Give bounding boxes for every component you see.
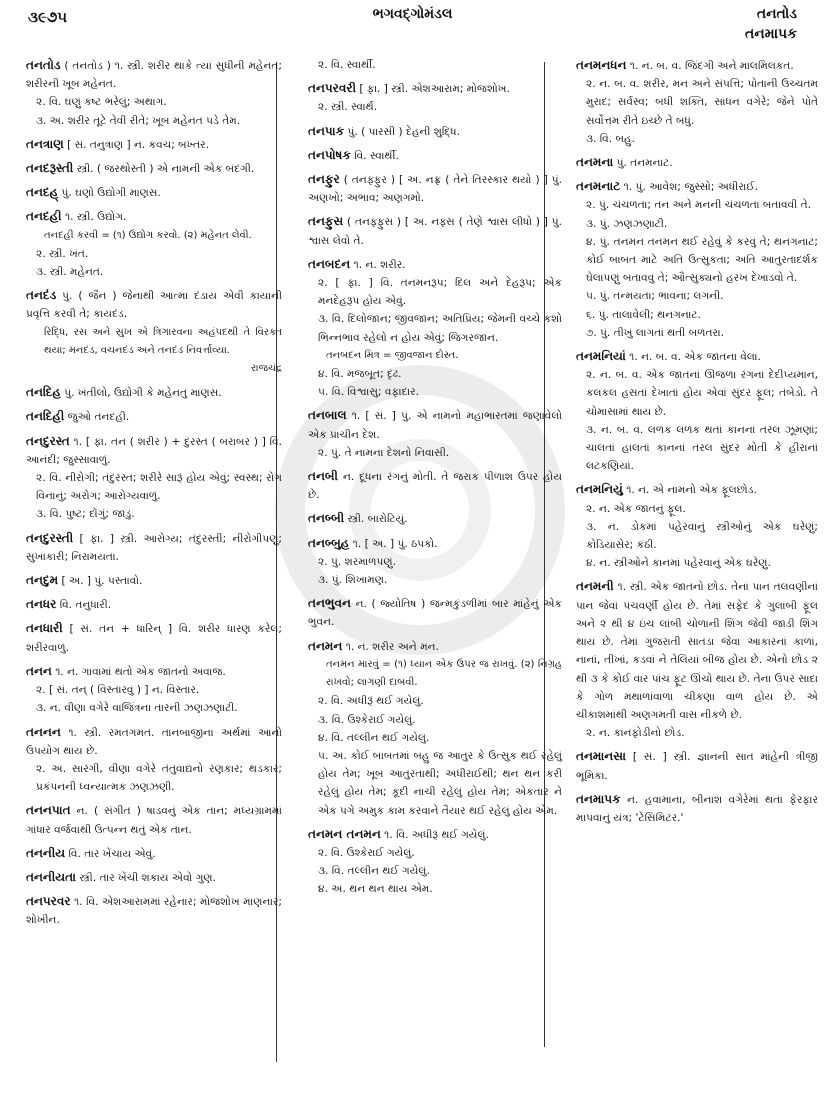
definition-text: ૧. ન. બ. વ. જિંદગી અને માલમિલકત. — [629, 60, 794, 72]
sense: ૩. વિ. પુષ્ટ; દોંગું; જાડું. — [36, 508, 135, 521]
dictionary-entry — [308, 79, 562, 116]
entry-definition — [26, 56, 282, 93]
headword: તનમની — [576, 579, 614, 594]
entry-definition — [308, 534, 562, 553]
definition-text: ૧. પું. આવેશ; જુસ્સો; અધીરાઈ. — [623, 181, 758, 194]
definition-text: [ સં. તનુત્રાણ ] ન. કવચ; બખ્તર. — [67, 138, 209, 151]
dictionary-entry — [576, 153, 818, 172]
dictionary-entry — [26, 135, 282, 154]
dictionary-entry — [308, 637, 562, 820]
definition-text: ૧. ન. શરીર. — [353, 258, 406, 271]
sense: ૩. વિ. તલ્લીન થઈ ગયેલું. — [318, 865, 430, 878]
entry-definition — [26, 723, 282, 760]
entry-definition — [26, 383, 282, 402]
headword: તનનીય — [26, 845, 66, 860]
sense: ૩. વિ. દિલોજાન; જીવજાન; અતિપ્રિય; જેમની વચ્ચે કશો ભિન્નભાવ રહેલો ન હોય એવું; જિગરજાન. — [318, 313, 562, 344]
entry-definition — [26, 868, 282, 887]
dictionary-columns — [26, 56, 819, 1056]
entry-definition — [576, 56, 818, 75]
sense: ૨. પું. શરમાળપણું. — [318, 555, 397, 568]
entry-definition — [308, 79, 562, 98]
headword: તનભુવન — [308, 596, 351, 611]
dictionary-entry — [26, 595, 282, 614]
definition-text: પું. ખંતીલો, ઉદ્યોગી કે મહેનતુ માણસ. — [64, 387, 222, 400]
citation-source: રાજચંદ્ર — [251, 363, 282, 375]
definition-text: ન. દૂધના રંગનું મોતી. તે જરાક પીળાશ ઉપર હોય છે. — [308, 471, 562, 502]
entry-definition — [308, 406, 562, 443]
dictionary-entry — [576, 790, 818, 827]
column-middle — [308, 56, 562, 904]
entry-definition — [576, 347, 818, 366]
sense: ૪. વિ. મજબૂત; દૃઢ. — [318, 368, 402, 381]
sense: ૩. ન. વીણા વગેરે વાજિંત્રના તારની ઝણઝણાટી. — [36, 702, 238, 715]
definition-text: ૧. ન. એ નામનો એક ફૂલછોડ. — [626, 484, 757, 497]
dictionary-entry — [26, 723, 282, 797]
entry-definition — [26, 662, 282, 681]
headword: તનપરવર — [26, 894, 71, 909]
headword: તનપાક — [308, 123, 345, 138]
headword: તનદુરસ્ત — [26, 433, 70, 448]
guide-word-last: તનમાપક — [745, 26, 797, 42]
dictionary-entry — [308, 56, 562, 74]
dictionary-entry — [26, 662, 282, 718]
sense: ૩. વિ. બહુ. — [586, 132, 635, 145]
sense: ૨. પું. ચંચળતા; તન અને મનની ચંચળતા બતાવવી તે. — [586, 199, 812, 212]
sense: ૭. પું. તીખું લાગતાં થતી બળતરા. — [586, 326, 724, 339]
definition-text: [ સં. ] સ્ત્રી. જ્ઞાનની સાત માંહેની ત્રીજી ભૂમિકા. — [576, 751, 818, 782]
definition-text: ન. ( સંગીત ) ષાડવનું એક તાન; મધ્યગ્રામમાં ગાંધાર વર્જવાથી ઉત્પન્ન થતું એક તાન. — [26, 805, 282, 836]
dictionary-entry — [26, 183, 282, 202]
entry-definition — [308, 122, 562, 141]
definition-text: ૧. [ સં. ] પું. એ નામનો મહાભારતમાં જણાવેલો એક પ્રાચીન દેશ. — [308, 410, 562, 441]
definition-text: ૧. [ ફા. તન ( શરીર ) + દુરસ્ત ( બરાબર ) ] વિ. આનંદી; જુસ્સાવાળું. — [26, 435, 282, 466]
definition-text: ( તનફ્ફુસ ) [ અ. નફ્સ ( તેણે શ્વાસ લીધો ) ] પું. શ્વાસ લેવો તે. — [308, 216, 563, 247]
definition-text: પું. ( પારસી ) દેહની શુદ્ધિ. — [347, 125, 460, 138]
sense: ૨. વિ. નીરોગી; તંદુરસ્ત; શરીરે સારૂં હોય એવું; સ્વસ્થ; રોગ વિનાનું; અરોગ; આરોગ્યવાળું. — [36, 472, 282, 503]
headword: તનદિહી — [26, 409, 65, 424]
headword: તનબ્બુહ — [308, 535, 350, 550]
entry-definition — [26, 135, 282, 154]
entry-definition — [26, 892, 282, 929]
entry-definition — [576, 153, 818, 172]
definition-text: [ સં. તન + ધારિન્ ] વિ. શરીર ધારણ કરેલ; શરીરવાળું. — [26, 623, 282, 654]
headword: તનનીયતા — [26, 869, 76, 884]
dictionary-entry — [308, 122, 562, 141]
definition-text: પું. ( જૈન ) જેનાથી આત્મા દંડાય એવી કાયાની પ્રવૃત્તિ કરવી તે; કાયદંડ. — [26, 290, 282, 321]
headword: તનપોષક — [308, 147, 351, 162]
headword: તનદિહ — [26, 385, 61, 400]
dictionary-entry — [26, 801, 282, 838]
usage-example: તનબદન મિત્ર = જીવજાન દોસ્ત. — [326, 349, 459, 361]
entry-definition — [308, 509, 562, 528]
entry-definition — [26, 407, 282, 426]
definition-text: ૧. સ્ત્રી. રમતગમત. તાનબાજીના અર્થમાં આનો ઉપયોગ થાય છે. — [26, 726, 282, 757]
dictionary-entry — [26, 868, 282, 887]
sense: ૨. વિ. સ્વાર્થી. — [318, 59, 376, 71]
definition-text: [ અ. ] પું. પસ્તાવો. — [61, 575, 143, 588]
dictionary-entry — [26, 529, 282, 566]
sense: ૨. વિ. ઘણું કષ્ટ ભરેલું; અથાગ. — [36, 96, 167, 109]
dictionary-entry — [308, 509, 562, 528]
column-left — [26, 56, 282, 935]
headword: તનફુસ — [308, 214, 344, 229]
definition-text: [ ફા. ] સ્ત્રી. આરોગ્ય; તંદુરસ્તી; નીરોગીપણું; સુખાકારી; નિરામયતા. — [26, 532, 283, 563]
headword: તનમનધન — [576, 58, 627, 72]
definition-text: ૧. [ અ. ] પું. ઠપકો. — [352, 537, 438, 550]
definition-text: વિ. સ્વાર્થી. — [354, 149, 399, 162]
entry-definition — [308, 170, 562, 207]
entry-definition — [308, 212, 562, 249]
dictionary-entry — [308, 146, 562, 165]
dictionary-entry — [308, 467, 562, 504]
sense: ૨. પું. તે નામના દેશનો નિવાસી. — [318, 446, 450, 459]
entry-definition — [26, 619, 282, 656]
definition-text: ૧. ન. ગાવામાં થતો એક જાતનો અવાજ. — [55, 665, 226, 678]
running-title: ભગવદ્ગોમંડલ — [372, 6, 453, 22]
usage-example: તનમન મારવું = (૧) ધ્યાન એક ઉપર જ રાખવું. (૨) નિગ્રહ રાખવો; લાગણી દાબવી. — [326, 658, 562, 689]
sense: ૨. [ ફા. ] વિ. તનમનરૂપ; દિલ અને દેહરૂપ; એક મનદેહરૂપ હોય એવું. — [318, 277, 562, 308]
guide-word-first: તનતોડ — [756, 6, 797, 22]
sense: ૩. ન. ડોકમાં પહેરવાનું સ્ત્રીઓનું એક ઘરેણું; કોડિયાસેર; કંઠી. — [586, 520, 818, 552]
dictionary-entry — [308, 212, 562, 249]
headword: તનદુમ — [26, 573, 59, 588]
definition-text: ૧. સ્ત્રી. એક જાતનો છોડ. તેનાં પાન તલવણીનાં પાન જેવાં પંચવર્ણી હોય છે. તેમાં સફેદ કે ગુલાબી ફૂલ અને ૨ થી ૪ ઇંચ લાંબી ચોળાની શિંગ જેવી જાડી શિંગ થાય છે. તેમાં ગુજરાતી સાતડા જેવા આકારનાં કાળાં, નાનાં, તીખાં, કડવાં ને તેલિયાં બીજ હોય છે. એનો છોડ ૨ થી ૩ કે કોઈ વાર પાંચ ફૂટ ઊંચો થાય છે. તેના ઉપર સાદા કે ગોળ મથાળાંવાળા ચીકણા વાળ હોય છે. એ ચીકાશમાંથી અણગમતી વાસ નીકળે છે. — [576, 581, 819, 721]
dictionary-entry — [26, 892, 282, 929]
entry-definition — [576, 747, 818, 784]
dictionary-entry — [576, 347, 818, 475]
headword: તનદંડ — [26, 288, 57, 303]
entry-definition — [576, 577, 818, 724]
entry-definition — [26, 207, 282, 226]
headword: તનમનાટ — [576, 179, 621, 194]
dictionary-entry — [26, 432, 282, 524]
dictionary-entry — [308, 255, 562, 402]
headword: તનનપાત — [26, 803, 71, 818]
entry-definition — [26, 286, 282, 323]
column-right — [576, 56, 818, 832]
headword: તનધર — [26, 597, 57, 612]
definition-text: ૧. ન. શરીર અને મન. — [345, 640, 439, 653]
usage-example: તનદહી કરવી = (૧) ઉદ્યોગ કરવો. (૨) મહેનત લેવી. — [44, 229, 252, 241]
dictionary-entry — [26, 56, 282, 130]
entry-definition — [308, 255, 562, 274]
definition-text: વિ. તનુધારી. — [59, 599, 112, 612]
dictionary-entry — [26, 407, 282, 426]
sense: ૨. [ સં. તન્ ( વિસ્તારવું ) ] ન. વિસ્તાર. — [36, 684, 200, 697]
dictionary-entry — [576, 480, 818, 572]
definition-text: સ્ત્રી. બારોટિયું. — [347, 513, 408, 526]
dictionary-entry — [576, 577, 818, 742]
headword: તનદહી — [26, 209, 62, 224]
sense: ૪. વિ. તલ્લીન થઈ ગયેલું. — [318, 731, 430, 744]
headword: તનન — [26, 663, 52, 678]
dictionary-entry — [26, 571, 282, 590]
dictionary-entry — [308, 406, 562, 462]
entry-definition — [576, 790, 818, 827]
headword: તનબાલ — [308, 408, 347, 423]
dictionary-entry — [26, 844, 282, 863]
entry-definition — [26, 432, 282, 469]
page-number: ૩૯૭૫ — [28, 8, 68, 26]
dictionary-entry — [26, 159, 282, 178]
dictionary-entry — [308, 825, 562, 899]
definition-text: ૧. વિ. એશઆરામમાં રહેનાર; મોજશોખ માણનાર; શોખીન. — [26, 896, 282, 927]
sense: ૨. સ્ત્રી. સ્વાર્થ. — [318, 101, 378, 114]
sense: ૩. પું. શિખામણ. — [318, 574, 388, 587]
entry-definition — [308, 825, 562, 844]
entry-definition — [308, 637, 562, 656]
dictionary-entry — [576, 747, 818, 784]
page-header — [0, 0, 825, 62]
definition-text: [ ફા. ] સ્ત્રી. એશઆરામ; મોજશોખ. — [359, 83, 510, 96]
definition-text: ૧. ન. બ. વ. એક જાતના વેલા. — [629, 351, 761, 364]
headword: તનબ્બી — [308, 511, 345, 526]
entry-definition — [308, 146, 562, 165]
dictionary-entry — [26, 619, 282, 656]
dictionary-entry — [26, 383, 282, 402]
guide-words — [745, 4, 797, 44]
headword: તનમન તનમન — [308, 826, 381, 841]
headword: તનત્રાણ — [26, 136, 64, 151]
sense: ૪. ન. સ્ત્રીઓને કાનમાં પહેરવાનું એક ઘરેણું. — [586, 557, 771, 570]
headword: તનદહ્ — [26, 185, 59, 200]
headword: તનધારી — [26, 621, 63, 636]
headword: તનમના — [576, 155, 614, 170]
headword: તનમનિયાં — [576, 349, 626, 364]
dictionary-entry — [576, 177, 818, 342]
headword: તનબી — [308, 469, 338, 484]
entry-definition — [26, 183, 282, 202]
sense: ૪. પું. તનમન તનમન થઈ રહેવું કે કરવું તે; થનગનાટ; કોઈ બાબત માટે અતિ ઉત્સુકતા; અતિ આતુરતાદર્શક ઘેલાપણું બતાવવું તે; ઔત્સુક્યનો હરખ દેખાડવો તે. — [586, 235, 818, 285]
headword: તનદરૂસ્તી — [26, 161, 74, 176]
sense: ૩. અ. શરીર તૂટે તેવી રીતે; ખૂબ મહેનત પડે તેમ. — [36, 114, 241, 127]
dictionary-entry — [308, 170, 562, 207]
dictionary-entry — [308, 594, 562, 631]
definition-text: સ્ત્રી. ( જરથોસ્તી ) એ નામની એક બંદગી. — [76, 163, 255, 176]
definition-text: ન. ( જ્યોતિષ ) જન્મકુંડળીમાં બાર માંહેનું એક ભુવન. — [308, 598, 562, 629]
sense: ૨. અ. સારંગી, વીણા વગેરે તંતુવાદ્યનો રણકાર; થડકાર; પ્રકંપનની ધ્વન્યાત્મક ઝણઝણી. — [36, 762, 282, 794]
entry-definition — [26, 844, 282, 863]
headword: તનતોડ — [26, 58, 61, 72]
definition-text: જુઓ તનદહી. — [67, 411, 130, 424]
sense: ૫. વિ. વિશ્વાસુ; વફાદાર. — [318, 386, 419, 399]
dictionary-entry — [26, 286, 282, 378]
sense: ૩. ન. બ. વ. લળક લળક થતાં કાનનાં તરલ ઝૂમણાં; ચાલતાં હાલતાં કાનનાં તરલ સુંદર મોતી કે હીરાનાં લટકણિયાં. — [586, 423, 818, 473]
citation-quote: રિદ્ધિ, રસ અને સુખ એ ત્રિગારવના અહંપદથી તે વિરક્ત થયા; મનદંડ, વચનદંડ અને તનદંડ નિવર્ત્તાવ્યા. — [44, 326, 282, 356]
sense: ૪. અ. થન થન થાય એમ. — [318, 883, 433, 896]
entry-definition — [26, 159, 282, 178]
sense: ૩. વિ. ઉશ્કેરાઈ ગયેલું. — [318, 713, 416, 726]
dictionary-entry — [26, 207, 282, 281]
headword: તનબદન — [308, 256, 351, 271]
headword: તનમાનસા — [576, 749, 626, 764]
dictionary-entry — [308, 534, 562, 590]
headword: તનદુરસ્તી — [26, 530, 74, 545]
sense: ૩. સ્ત્રી. મહેનત. — [36, 266, 104, 279]
headword: તનમાપક — [576, 791, 621, 806]
headword: તનનન — [26, 724, 61, 739]
sense: ૫. પું. તન્મયતા; ભાવના; લગની. — [586, 290, 724, 303]
headword: તનફુર — [308, 172, 340, 187]
entry-definition — [576, 177, 818, 196]
sense: ૬. પું. તાલાવેલી; થનગનાટ. — [586, 308, 701, 321]
entry-definition — [308, 467, 562, 504]
sense: ૫. અ. કોઈ બાબતમાં બહુ જ આતુર કે ઉત્સુક થઈ રહેલું હોય તેમ; ખૂબ આતુરતાથી; અધીરાઈથી; થન થન કરી રહેલું હોય તેમ; કૂદી નાચી રહેલું હોય તેમ; એકતાર ને એક પગે અમુક કામ કરવાને તૈયાર થઈ રહેલું હોય એમ. — [318, 749, 562, 817]
sense: ૨. ન. બ. વ. એક જાતનાં ઊજળા રંગનાં દેદીપ્યમાન, કલકલ હસતાં દેખાતાં હોય એવાં સુંદર ફૂલ; તંબેડો. તે ચોમાસામાં થાય છે. — [586, 369, 818, 418]
entry-definition — [26, 571, 282, 590]
definition-text: ૧. વિ. અધીરૂં થઈ ગયેલું. — [384, 828, 489, 841]
definition-text: ન. હવામાના, બીનાશ વગેરેમાં થતા ફેરફાર માપવાનું યંત્ર; 'ટેંસિમિટર.' — [576, 793, 818, 824]
definition-text: પું. તનમનાટ. — [616, 157, 673, 170]
sense: ૨. ન. બ. વ. શરીર, મન અને સંપત્તિ; પોતાની ઉચ્ચતમ મુરાદ; સર્વસ્વ; બધી શક્તિ, સાધન વગેરે; જેને પોતે સર્વોત્તમ રીતે ઇચ્છે તે બધું. — [586, 78, 818, 127]
sense: ૨. ન. એક જાતનું ફૂલ. — [586, 502, 686, 515]
sense: ૨. ન. કાનફોડીનો છોડ. — [586, 727, 685, 740]
entry-definition — [308, 594, 562, 631]
sense: ૨. વિ. ઉશ્કેરાઈ ગયેલું. — [318, 846, 415, 859]
entry-definition — [576, 480, 818, 499]
definition-text: ( તનતોડ ) ૧. સ્ત્રી. શરીર થાકે ત્યાં સુધીની મહેનત; શરીરની ખૂબ મહેનત. — [26, 60, 282, 91]
definition-text: ( તનફ્ફુર ) [ અ. નફ્ર ( તેને તિરસ્કાર થયો ) ] પું. અણખો; અભાવ; અણગમો. — [308, 174, 563, 205]
definition-text: પું. ઘણો ઉદ્યોગી માણસ. — [61, 187, 161, 200]
dictionary-entry — [576, 56, 818, 148]
definition-text: સ્ત્રી. તાર ખેંચી શકાય એવો ગુણ. — [79, 871, 217, 884]
entry-definition — [26, 595, 282, 614]
sense: ૨. સ્ત્રી. ખંત. — [36, 247, 89, 260]
definition-text: ૧. સ્ત્રી. ઉદ્યોગ. — [64, 211, 127, 224]
headword: તનમન — [308, 638, 343, 653]
entry-definition — [26, 801, 282, 838]
sense: ૩. પું. ઝણઝણાટી. — [586, 217, 668, 230]
headword: તનપરવરી — [308, 81, 357, 96]
definition-text: વિ. તાર ખેંચાય એવું. — [68, 847, 156, 860]
sense: ૨. વિ. અધીરૂં થઈ ગયેલું. — [318, 695, 424, 708]
headword: તનમનિયું — [576, 482, 623, 497]
entry-definition — [26, 529, 282, 566]
